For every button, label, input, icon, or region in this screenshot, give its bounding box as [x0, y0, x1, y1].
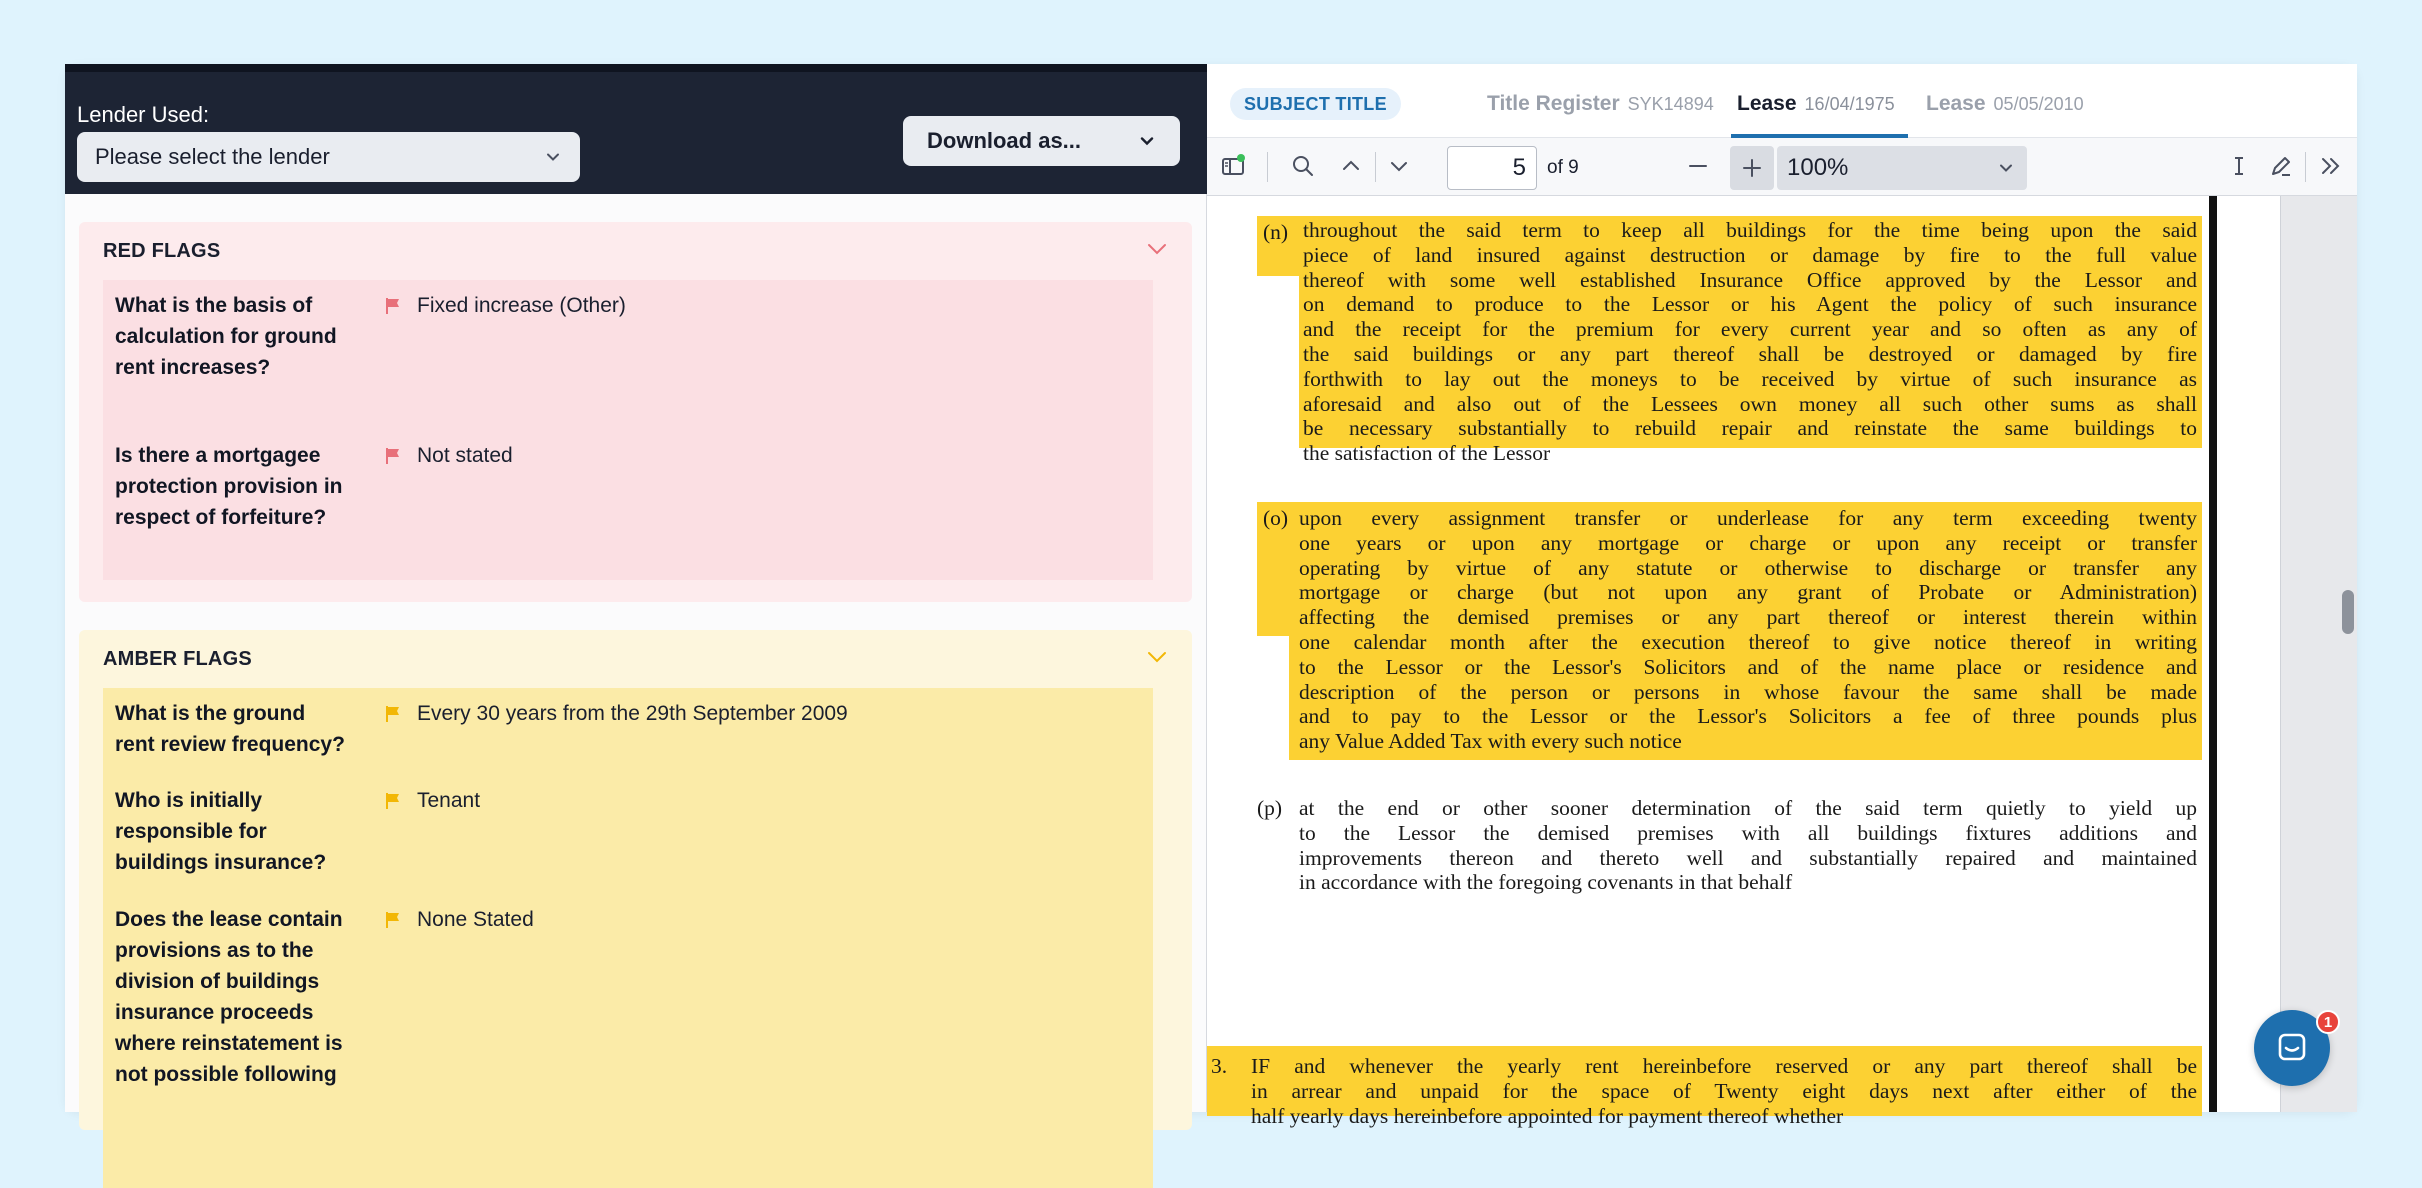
flag-answer-text: Tenant	[417, 789, 481, 812]
flag-question: Who is initially responsible for buildings insurance?	[115, 789, 327, 874]
sidebar-toggle-icon[interactable]	[1219, 152, 1247, 180]
amber-flag-icon	[383, 910, 403, 930]
scrollbar-thumb[interactable]	[2342, 590, 2354, 634]
tab-sublabel: 05/05/2010	[1993, 94, 2084, 114]
text-line: on demand to produce to the Lessor or his Agent the policy of such insurance	[1303, 292, 2197, 317]
app-window	[65, 64, 2357, 1128]
text-line: the satisfaction of the Lessor	[1303, 441, 1551, 466]
flag-answer	[385, 785, 480, 816]
zoom-in-icon	[1740, 156, 1764, 180]
chevron-down-icon	[544, 148, 562, 166]
tab-title-register[interactable]	[1487, 92, 1714, 116]
text-line: in arrear and unpaid for the space of Twenty eight days next after either of the	[1251, 1078, 2197, 1103]
subject-title-badge[interactable]: SUBJECT TITLE	[1230, 88, 1401, 120]
text-line: mortgage or charge (but not upon any grant of Probate or Administration)	[1299, 580, 2197, 605]
text-line: piece of land insured against destruction or damage by fire to the full value	[1303, 242, 2197, 267]
toolbar-divider	[2305, 152, 2306, 182]
document-panel	[1207, 64, 2357, 1128]
download-select-label: Download as...	[927, 128, 1082, 153]
annotate-pen-icon[interactable]	[2267, 152, 2295, 180]
scanned-page-edge	[2209, 196, 2217, 1112]
flag-question: What is the ground rent review frequency?	[115, 702, 345, 756]
download-select[interactable]	[903, 116, 1180, 166]
red-flag-icon	[383, 296, 403, 316]
page-number-input[interactable]	[1447, 146, 1537, 190]
red-flag-icon	[383, 446, 403, 466]
text-line: and the receipt for the premium for every current year and so often as any of	[1303, 317, 2197, 342]
text-line: description of the person or persons in whose favour the same shall be made	[1299, 679, 2197, 704]
lender-label: Lender Used:	[77, 102, 210, 127]
text-line: one years or upon any mortgage or charge or upon any receipt or transfer	[1299, 530, 2197, 555]
chevron-up-icon[interactable]	[1337, 152, 1365, 180]
red-flags-list	[103, 280, 1153, 580]
amber-flag-icon	[383, 791, 403, 811]
notification-badge: 1	[2316, 1010, 2340, 1034]
clause-o-text	[1299, 506, 2197, 754]
text-line: thereof with some well established Insurance Office approved by the Lessor and	[1303, 267, 2197, 292]
flags-panel	[65, 64, 1207, 1112]
tab-lease-1975[interactable]	[1737, 92, 1895, 116]
flag-answer	[385, 698, 848, 729]
clause-label: 3.	[1211, 1054, 1228, 1078]
zoom-value: 100%	[1787, 154, 1849, 181]
tab-label: Lease	[1926, 92, 1986, 115]
text-line: aforesaid and also out of the Lessees own money all such other sums as shall	[1303, 391, 2197, 416]
text-line: IF and whenever the yearly rent hereinbefore reserved or any part thereof shall be	[1251, 1054, 2197, 1078]
tab-sublabel: SYK14894	[1627, 94, 1714, 114]
toolbar-divider	[1267, 152, 1268, 182]
toolbar-divider	[1375, 152, 1376, 182]
flag-answer	[385, 440, 513, 471]
flag-answer-text: Fixed increase (Other)	[417, 294, 626, 317]
panel-header	[65, 64, 1207, 194]
flag-answer	[385, 904, 534, 935]
text-line: upon every assignment transfer or underlease for any term exceeding twenty	[1299, 506, 2197, 530]
double-chevron-right-icon[interactable]	[2317, 152, 2345, 180]
text-line: one calendar month after the execution thereof to give notice thereof in writing	[1299, 629, 2197, 654]
text-line: operating by virtue of any statute or otherwise to discharge or transfer any	[1299, 555, 2197, 580]
text-line: at the end or other sooner determination of the said term quietly to yield up	[1299, 796, 2197, 820]
clause-3-text	[1251, 1054, 2197, 1128]
amber-flags-section	[79, 630, 1192, 1130]
chevron-down-icon	[1997, 159, 2015, 177]
tab-sublabel: 16/04/1975	[1804, 94, 1895, 114]
amber-flags-title: AMBER FLAGS	[103, 648, 252, 670]
chat-icon	[2272, 1028, 2312, 1068]
collapse-chevron-icon[interactable]	[1144, 644, 1170, 670]
flag-question: What is the basis of calculation for ground rent increases?	[115, 294, 337, 379]
tab-label: Title Register	[1487, 92, 1620, 115]
clause-n-text	[1303, 218, 2197, 466]
text-select-icon[interactable]	[2225, 152, 2253, 180]
pdf-viewer[interactable]	[1207, 196, 2357, 1128]
text-line: be necessary substantially to rebuild repair and reinstate the same buildings to	[1303, 416, 2197, 441]
pdf-toolbar	[1207, 138, 2357, 196]
text-line: improvements thereon and thereto well and substantially repaired and maintained	[1299, 845, 2197, 870]
text-line: to the Lessor the demised premises with all buildings fixtures additions and	[1299, 820, 2197, 845]
text-line: and to pay to the Lessor or the Lessor's Solicitors a fee of three pounds plus	[1299, 704, 2197, 729]
text-line: the said buildings or any part thereof shall be destroyed or damaged by fire	[1303, 341, 2197, 366]
zoom-in-button[interactable]	[1730, 146, 1774, 190]
red-flags-title: RED FLAGS	[103, 240, 221, 262]
amber-flag-icon	[383, 704, 403, 724]
tab-lease-2010[interactable]	[1926, 92, 2084, 116]
page-count: of 9	[1547, 157, 1579, 178]
pdf-page	[1207, 196, 2217, 1128]
tab-label: Lease	[1737, 92, 1797, 115]
lender-select[interactable]	[77, 132, 580, 182]
flag-question: Is there a mortgagee protection provision in respect of forfeiture?	[115, 444, 343, 529]
clause-label: (o)	[1263, 506, 1289, 530]
text-line: half yearly days hereinbefore appointed for payment thereof whether	[1251, 1103, 1844, 1128]
search-icon[interactable]	[1289, 152, 1317, 180]
lender-select-value: Please select the lender	[95, 144, 330, 169]
chevron-down-icon	[1138, 132, 1156, 150]
page-margin	[2217, 196, 2281, 1112]
zoom-select[interactable]	[1777, 146, 2027, 190]
document-tabs	[1207, 64, 2357, 138]
text-line: any Value Added Tax with every such notice	[1299, 729, 1682, 754]
text-line: in accordance with the foregoing covenants in that behalf	[1299, 870, 1793, 895]
text-line: forthwith to lay out the moneys to be received by virtue of such insurance as	[1303, 366, 2197, 391]
red-flags-section	[79, 222, 1192, 602]
collapse-chevron-icon[interactable]	[1144, 236, 1170, 262]
flag-answer-text: Not stated	[417, 444, 513, 467]
amber-flags-list	[103, 688, 1153, 1188]
clause-label: (p)	[1257, 796, 1283, 820]
flag-answer	[385, 290, 626, 321]
clause-label: (n)	[1263, 220, 1289, 244]
zoom-out-icon[interactable]	[1684, 152, 1712, 180]
flag-answer-text: None Stated	[417, 908, 534, 931]
flag-answer-text: Every 30 years from the 29th September 2009	[417, 702, 848, 725]
chevron-down-icon[interactable]	[1385, 152, 1413, 180]
text-line: affecting the demised premises or any part thereof or interest therein within	[1299, 605, 2197, 630]
text-line: throughout the said term to keep all buildings for the time being upon the said	[1303, 218, 2197, 242]
flag-question: Does the lease contain provisions as to the division of buildings insurance proceeds where reinstatement is not possible following	[115, 908, 343, 1086]
text-line: to the Lessor or the Lessor's Solicitors and of the name place or residence and	[1299, 654, 2197, 679]
clause-p-text	[1299, 796, 2197, 895]
